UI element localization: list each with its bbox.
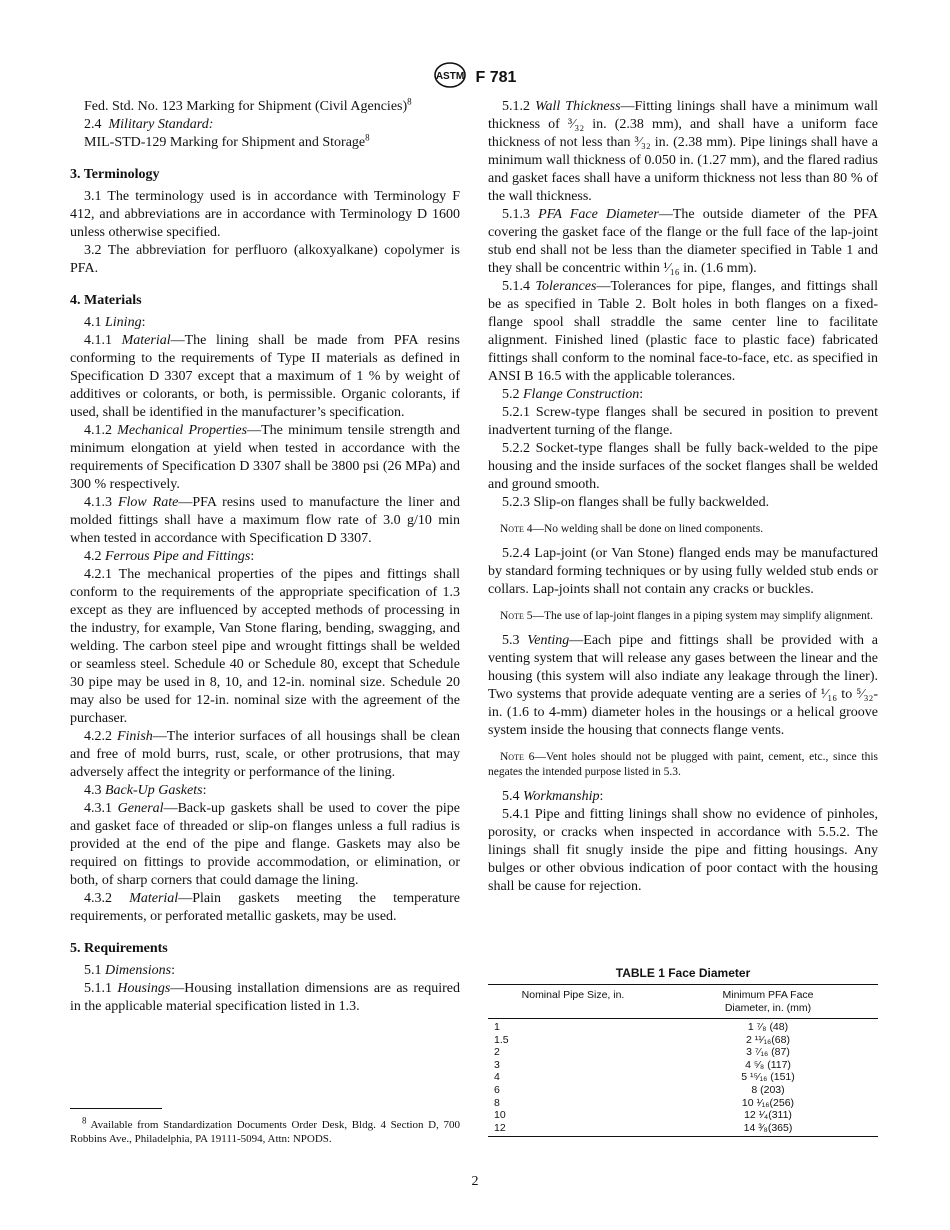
paragraph-5-4-1: 5.4.1 Pipe and fitting linings shall show no evidence of pinholes, porosity, or cracks when inspected in accordance with 5.5.2. The linings shall fit snugly inside the pipe and fitting housings. Any bulges or other obvious indication of poor contact with the housing shall be cause for rejection. — [488, 807, 878, 894]
cell-min-face-diameter: 5 ¹⁵⁄₁₆ (151) — [741, 1071, 795, 1084]
table-row — [488, 1034, 878, 1047]
paragraph-5-1-1: 5.1.1 Housings—Housing installation dimensions are as required in the applicable material specification listed in 1.3. — [70, 981, 460, 1014]
note-6: Note 6—Vent holes should not be plugged with paint, cement, etc., since this negates the intended purpose listed in 5.3. — [488, 751, 878, 778]
paragraph-5-2-2: 5.2.2 Socket-type flanges shall be fully back-welded to the pipe housing and the inside surfaces of the socket flanges shall be welded and ground smooth. — [488, 441, 878, 492]
paragraph-4-1-2: 4.1.2 Mechanical Properties—The minimum tensile strength and minimum elongation at yield when tested in accordance with the requirements of Specification D 3307 shall be 3800 psi (26 MPa) and 300 % respectively. — [70, 423, 461, 492]
paragraph-5-2: 5.2 Flange Construction: — [502, 387, 644, 402]
note-4: Note 4—No welding shall be done on lined components. — [500, 523, 764, 535]
cell-min-face-diameter: 1 ⁷⁄₈ (48) — [747, 1021, 789, 1033]
paragraph-4-2: 4.2 Ferrous Pipe and Fittings: — [84, 549, 255, 564]
page-number: 2 — [471, 1174, 479, 1189]
paragraph-5-1-3: 5.1.3 PFA Face Diameter—The outside diameter of the PFA covering the gasket face of the flange or the full face of the lap-joint stub end shall not be less than the diameter specified in Table 1 and they shall be concentric within ¹⁄₁₆ in. (1.6 mm). — [488, 207, 879, 276]
column-header-min-face-diameter: Minimum PFA Face Diameter, in. (mm) — [722, 989, 814, 1014]
cell-nominal-size: 6 — [494, 1083, 500, 1096]
paragraph-4-2-1: 4.2.1 The mechanical properties of the pipes and fittings shall conform to the requirements of the appropriate specification of 1.3 except as they are influenced by accepted methods of processing in the industry, for example, Van Stone flaring, bending, swagging, and welding. The carbon steel pipe and wrought fittings shall be welded or seamless steel. Schedule 40 or Schedule 80, except that Schedule 30 pipe may be used in 8, 10, and 12-in. nominal size. Schedule 20 may also be used for 12-in. nominal size with the agreement of the purchaser. — [70, 567, 460, 726]
paragraph-5-1-2: 5.1.2 Wall Thickness—Fitting linings shall have a minimum wall thickness of ³⁄₃₂ in. (2.38 mm), and shall have a uniform face thickness of not less than ³⁄₃₂ in. (2.38 mm). Pipe linings shall have a minimum wall thickness of 0.050 in. (1.27 mm), and the flared radius and gasket faces shall have a uniform thickness not less than 80 % of the wall thickness. — [488, 99, 878, 204]
right-column — [488, 98, 878, 896]
paragraph-5-2-4: 5.2.4 Lap-joint (or Van Stone) flanged ends may be manufactured by standard forming techniques or by using fully welded stub ends or collars. Lap-joints shall not contain any cracks or buckles. — [488, 546, 878, 597]
page-header — [0, 62, 950, 93]
section-heading-terminology: 3. Terminology — [70, 167, 160, 182]
paragraph-4-2-2: 4.2.2 Finish—The interior surfaces of all housings shall be clean and free of mold burrs, rust, scale, or other protrusions, that may adversely affect the integrity or performance of the lining. — [70, 729, 461, 780]
paragraph-4-1-3: 4.1.3 Flow Rate—PFA resins used to manufacture the liner and molded fittings shall have a maximum flow rate of 3.0 g/10 min when tested in accordance with Specification D 3307. — [70, 495, 460, 546]
designation: F 781 — [475, 68, 517, 86]
table-header — [488, 985, 878, 1019]
table-1-title: TABLE 1 Face Diameter — [615, 966, 751, 980]
table-row — [488, 1046, 878, 1059]
reference-military-heading: 2.4 Military Standard: — [84, 117, 214, 132]
paragraph-5-1: 5.1 Dimensions: — [84, 963, 176, 978]
cell-nominal-size: 12 — [494, 1121, 506, 1134]
cell-min-face-diameter: 2 ¹¹⁄₁₆(68) — [746, 1033, 790, 1046]
paragraph-4-3-2: 4.3.2 Material—Plain gaskets meeting the temperature requirements, or perforated metallic gaskets, may be used. — [70, 891, 461, 924]
section-heading-requirements: 5. Requirements — [70, 941, 168, 956]
paragraph-4-3-1: 4.3.1 General—Back-up gaskets shall be used to cover the pipe and gasket face of threaded or slip-on flanges unless a full radius is provided at the end of the pipe and flange. Gaskets may also be required on fittings to provide accommodation, or elimination, or both, of sharp corners that could damage the lining. — [70, 801, 460, 888]
footnote-rule — [70, 1108, 162, 1109]
table-row — [488, 1097, 878, 1110]
table-row — [488, 1021, 878, 1034]
note-5: Note 5—The use of lap-joint flanges in a piping system may simplify alignment. — [500, 610, 873, 622]
cell-min-face-diameter: 14 ³⁄₈(365) — [743, 1121, 793, 1134]
table-row — [488, 1122, 878, 1135]
table-row — [488, 1059, 878, 1072]
paragraph-3-2: 3.2 The abbreviation for perfluoro (alkoxyalkane) copolymer is PFA. — [70, 243, 460, 276]
paragraph-3-1: 3.1 The terminology used is in accordance with Terminology F 412, and abbreviations are in accordance with Terminology D 1600 unless otherwise specified. — [70, 189, 460, 240]
paragraph-5-4: 5.4 Workmanship: — [502, 789, 604, 804]
table-row — [488, 1071, 878, 1084]
paragraph-5-3: 5.3 Venting—Each pipe and fittings shall be provided with a venting system that will release any gases between the linear and the housing (this system will also indiate any leakage through the liner). Two systems that provide adequate venting are a series of ¹⁄₁₆ to ⁵⁄₃₂-in. (1.6 to 4-mm) diameter holes in the housings or a helical groove system inside the housing that connects flange vents. — [488, 633, 878, 738]
footnote-8: $^8$ Available from Standardization Documents Order Desk, Bldg. 4 Section D, 700 Robbins Ave., Philadelphia, PA 19111-5094, Attn: NPODS. — [70, 1115, 460, 1145]
paragraph-5-2-1: 5.2.1 Screw-type flanges shall be secured in position to prevent inadvertent turning of the flange. — [488, 405, 878, 438]
paragraph-4-1-1: 4.1.1 Material—The lining shall be made from PFA resins conforming to the requirements of Type II materials as defined in Specification D 3307 except that a maximum of 1 % by weight of additives or colorants, or both, is permissible. Organic colorants, if used, shall be identified in the manufacturer’s specification. — [70, 333, 461, 420]
column-header-nominal-size: Nominal Pipe Size, in. — [521, 989, 625, 1001]
cell-nominal-size: 8 — [494, 1096, 500, 1109]
table-row — [488, 1109, 878, 1122]
reference-fed-std: Fed. Std. No. 123 Marking for Shipment (Civil Agencies)$^8$ — [84, 96, 412, 114]
left-column — [70, 98, 460, 1016]
astm-logo-icon — [434, 62, 466, 93]
table-row — [488, 1084, 878, 1097]
cell-nominal-size: 4 — [494, 1071, 500, 1084]
cell-min-face-diameter: 12 ¹⁄₄(311) — [744, 1109, 792, 1122]
table-1 — [488, 984, 878, 1137]
cell-nominal-size: 1 — [494, 1021, 500, 1033]
cell-min-face-diameter: 8 (203) — [751, 1083, 785, 1096]
cell-nominal-size: 2 — [494, 1046, 500, 1059]
paragraph-4-1: 4.1 Lining: — [84, 315, 146, 330]
table-body — [488, 1019, 878, 1136]
cell-nominal-size: 10 — [494, 1109, 506, 1122]
cell-min-face-diameter: 3 ⁷⁄₁₆ (87) — [746, 1046, 790, 1059]
paragraph-5-2-3: 5.2.3 Slip-on flanges shall be fully backwelded. — [502, 495, 770, 510]
section-heading-materials: 4. Materials — [70, 293, 142, 308]
paragraph-5-1-4: 5.1.4 Tolerances—Tolerances for pipe, flanges, and fittings shall be as specified in Table 2. Bolt holes in both flanges on a fixed-flange spool shall straddle the same center line to facilitate alignment. Finished lined (plastic face to plastic face) fabricated fittings shall conform to the nominal face-to-face, etc. as specified in ANSI B 16.5 with the applicable tolerances. — [488, 279, 879, 384]
reference-mil-std: MIL-STD-129 Marking for Shipment and Storage$^8$ — [84, 132, 370, 150]
svg-text:ASTM: ASTM — [435, 71, 464, 82]
cell-min-face-diameter: 10 ¹⁄₁₆(256) — [741, 1096, 795, 1109]
cell-nominal-size: 3 — [494, 1058, 500, 1071]
paragraph-4-3: 4.3 Back-Up Gaskets: — [84, 783, 207, 798]
cell-min-face-diameter: 4 ⁵⁄₈ (117) — [745, 1058, 791, 1071]
cell-nominal-size: 1.5 — [494, 1033, 509, 1046]
